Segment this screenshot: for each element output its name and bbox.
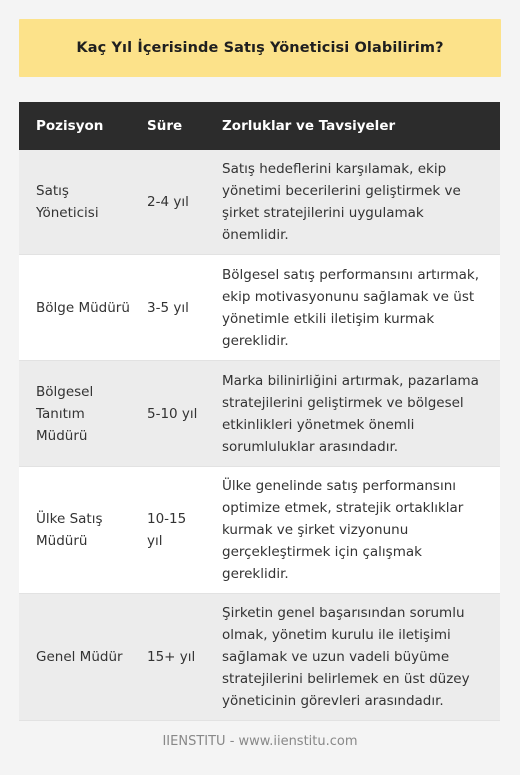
duration-cell: 15+ yıl [147, 649, 196, 665]
advice-cell: Marka bilinirliğini artırmak, pazarlama stratejilerini geliştirmek ve bölgesel etkinlikleri yönetmek önemli sorumluluklar arasındadır. [222, 372, 479, 455]
position-cell: Ülke Satış Müdürü [36, 511, 103, 549]
table-row [19, 467, 500, 594]
position-cell: Bölge Müdürü [36, 299, 130, 316]
title-banner [19, 19, 501, 77]
footer-credit: IIENSTITU - www.iienstitu.com [162, 734, 358, 749]
duration-cell: 5-10 yıl [147, 405, 198, 422]
page-title: Kaç Yıl İçerisinde Satış Yöneticisi Olabilirim? [76, 40, 444, 56]
position-cell: Bölgesel Tanıtım Müdürü [36, 383, 94, 444]
advice-cell: Bölgesel satış performansını artırmak, ekip motivasyonunu sağlamak ve üst yönetimle etkili iletişim kurmak gereklidir. [222, 266, 480, 349]
header-advice: Zorluklar ve Tavsiyeler [222, 118, 396, 134]
table-row [19, 150, 500, 255]
header-duration: Süre [147, 118, 183, 134]
position-cell: Genel Müdür [36, 649, 123, 665]
table-header-row [19, 102, 500, 150]
duration-cell: 2-4 yıl [147, 194, 189, 210]
advice-cell: Şirketin genel başarısından sorumlu olmak, yönetim kurulu ile iletişimi sağlamak ve uzun vadeli büyüme stratejilerini belirlemek en üst düzey yöneticinin görevleri arasındadır. [222, 605, 470, 709]
header-position: Pozisyon [36, 118, 104, 134]
career-table [19, 102, 500, 721]
duration-cell: 10-15 yıl [147, 511, 187, 549]
table-row [19, 361, 500, 467]
table-row [19, 594, 500, 721]
table-row [19, 255, 500, 361]
advice-cell: Ülke genelinde satış performansını optimize etmek, stratejik ortaklıklar kurmak ve şirket vizyonunu gerçekleştirmek için çalışmak gereklidir. [222, 478, 464, 582]
duration-cell: 3-5 yıl [147, 299, 189, 316]
position-cell: Satış Yöneticisi [36, 183, 99, 221]
advice-cell: Satış hedeflerini karşılamak, ekip yönetimi becerilerini geliştirmek ve şirket stratejilerini uygulamak önemlidir. [222, 161, 461, 243]
